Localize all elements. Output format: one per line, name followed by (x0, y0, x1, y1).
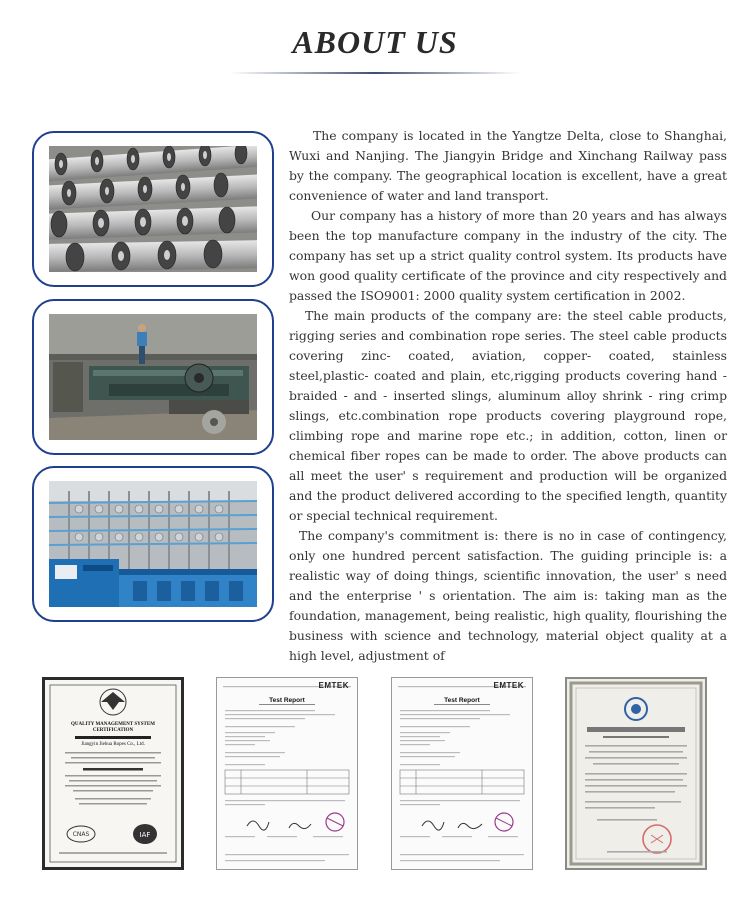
certificate-quality-management (42, 677, 184, 870)
certificate-heading: QUALITY MANAGEMENT SYSTEM CERTIFICATION (51, 722, 175, 734)
test-report-image-1 (217, 678, 357, 869)
svg-text:CNAS: CNAS (72, 831, 90, 838)
quality-certificate-image (45, 680, 181, 867)
certificate-company: Jiangyin Jiehua Ropes Co., Ltd. (51, 742, 175, 748)
about-paragraph-location: The company is located in the Yangtze Delta, close to Shanghai, Wuxi and Nanjing. The Jiangyin Bridge and Xinchang Railway pass by the company. The geographical location is excellent, have a great convenience of water and land transport. (289, 128, 727, 203)
about-text (289, 126, 727, 666)
chinese-certificate-image (567, 679, 705, 868)
about-paragraph-commitment: The company's commitment is: there is no in case of contingency, only one hundred percent satisfaction. The guiding principle is: a realistic way of doing things, scientific innovation, the user' s need and the enterprise ' s orientation. The aim is: taking man as the foundation, management, being realistic, high quality, flourishing the business with science and technology, material object quality at a high level, adjustment of (289, 528, 727, 663)
photo-frame-spools (32, 131, 274, 287)
workshop-photo (49, 314, 257, 440)
certificate-test-report-2 (391, 677, 533, 870)
machine-photo (49, 481, 257, 607)
photo-frame-workshop (32, 299, 274, 455)
title-underline (230, 72, 520, 74)
certificate-test-report-1 (216, 677, 358, 870)
svg-text:IAF: IAF (139, 831, 151, 839)
report-heading: Test Report (269, 697, 305, 704)
about-paragraph-history: Our company has a history of more than 20 years and has always been the top manufacture company in the industry of the city. The company has set up a strict quality control system. Its products have won good quality certificate of the province and city respectively and passed the ISO9001: 2000 quality system certification in 2002. (289, 208, 727, 303)
report-brand: EMTEK (493, 681, 524, 690)
certificate-chinese (565, 677, 707, 870)
report-heading: Test Report (444, 697, 480, 704)
about-paragraph-products: The main products of the company are: the steel cable products, rigging series and combination rope series. The steel cable products covering zinc- coated, aviation, copper- coated, stainless steel,plastic- coated and plain, etc,rigging products covering hand - braided - and - inserted slings, aluminum alloy shrink - ring crimp slings, etc.combination rope products covering playground rope, climbing rope and marine rope etc.; in addition, cotton, linen or chemical fiber ropes can be made to order. The above products can all meet the user' s requirement and production will be organized and the product delivered according to the specified length, quantity or special technical requirement. (289, 308, 727, 523)
page-title: ABOUT US (292, 24, 458, 60)
spools-photo (49, 146, 257, 272)
report-brand: EMTEK (318, 681, 349, 690)
photo-frame-machine (32, 466, 274, 622)
test-report-image-2 (392, 678, 532, 869)
